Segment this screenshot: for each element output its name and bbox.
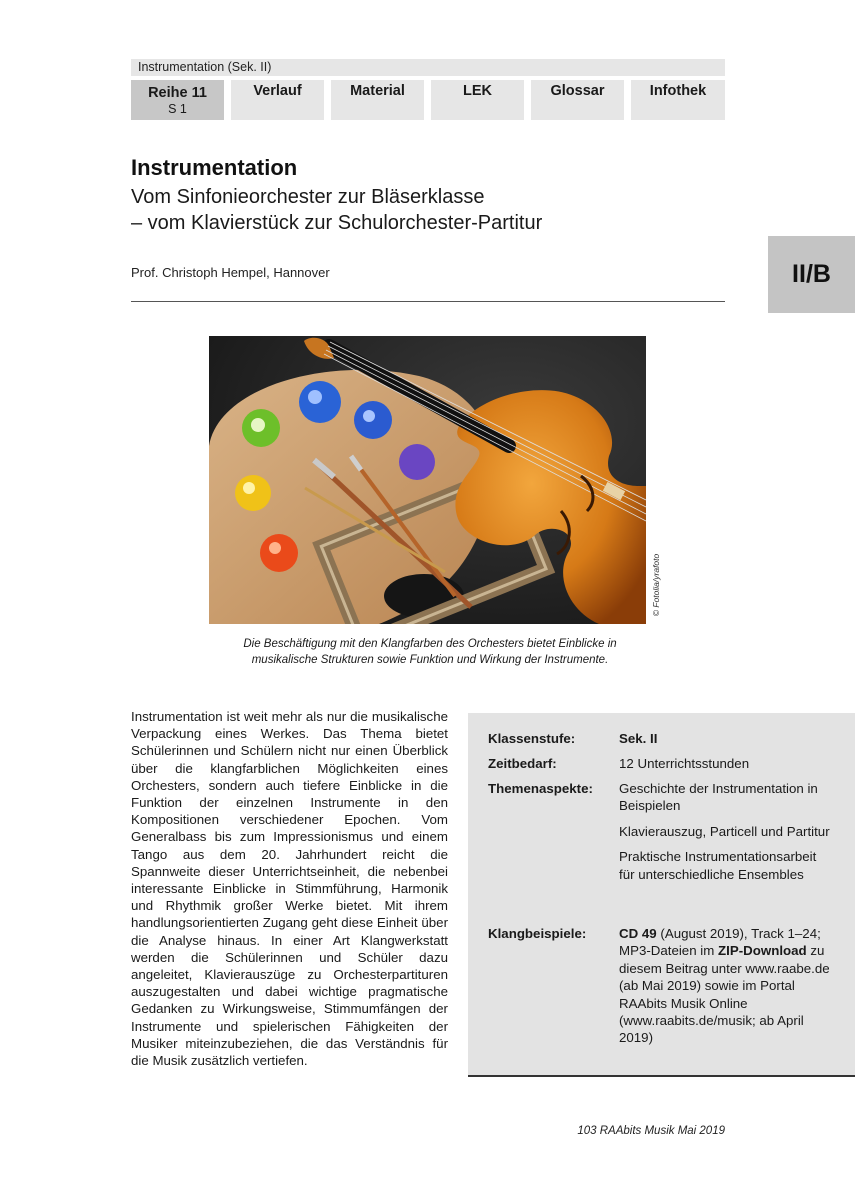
- author: Prof. Christoph Hempel, Hannover: [131, 265, 330, 280]
- paint-purple: [399, 444, 435, 480]
- themenaspekte-values: [619, 780, 834, 891]
- caption-line-2: musikalische Strukturen sowie Funktion und Wirkung der Instrumente.: [251, 654, 609, 666]
- photo-caption: [180, 636, 680, 668]
- paint-blue-1: [299, 381, 341, 423]
- klangbeispiele-value: CD 49 (August 2019), Track 1–24; MP3-Dateien im ZIP-Download zu diesem Beitrag unter www.raabe.de (ab Mai 2019) sowie im Portal RAAbits Musik Online (www.raabits.de/musik; ab April 2019): [619, 926, 830, 1046]
- klangbeispiele-label: Klangbeispiele:: [488, 926, 587, 941]
- tab-material[interactable]: Material: [331, 80, 424, 120]
- cd-number: CD 49: [619, 926, 657, 941]
- subtitle-line-2: – vom Klavierstück zur Schulorchester-Partitur: [131, 212, 543, 234]
- reihe-page: S 1: [168, 102, 187, 116]
- page-subtitle: [131, 184, 542, 236]
- photo-credit: © Fotolia/yrafoto: [651, 553, 661, 617]
- side-tab: II/B: [768, 236, 855, 313]
- tab-verlauf[interactable]: Verlauf: [231, 80, 324, 120]
- divider: [131, 301, 725, 302]
- tab-reihe[interactable]: [131, 80, 224, 120]
- page-title: Instrumentation: [131, 155, 298, 180]
- page-footer: 103 RAAbits Musik Mai 2019: [577, 1125, 725, 1137]
- reihe-label: Reihe 11: [148, 85, 207, 101]
- themenaspekt-item: Praktische Instrumentationsarbeit für unterschiedliche Ensembles: [619, 849, 817, 882]
- klassenstufe-value: Sek. II: [619, 731, 658, 746]
- paint-red: [260, 534, 298, 572]
- intro-paragraph: Instrumentation ist weit mehr als nur die musikalische Verpackung eines Werkes. Das Thema bietet Schülerinnen und Schülern nicht nur einen Überblick über die klangfarblichen Möglichkeiten eines Orchesters, sondern auch tiefere Einblicke in die Funktion der einzelnen Instrumente in den Kompositionen verschiedener Epochen. Vom Generalbass bis zum Impressionismus und einem Tango aus dem 20. Jahrhundert reicht die Spannweite dieser Unterrichtseinheit, die nebenbei interessante Einblicke in Stimmführung, Harmonik und Rhythmik großer Werke bietet. Mit ihrem handlungsorientierten Zugang geht diese Einheit über die Analyse hinaus. In einer Art Klangwerkstatt werden die Schülerinnen und Schüler dazu angeleitet, Klavierauszüge zu Orchesterpartituren auszugestalten und dabei wichtige pragmatische Gedanken zu Wirkungsweise, Stimmumfängen der Instrumente und spielerischen Fähigkeiten der Musiker miteinzubeziehen, die das Verständnis für die Musik zusätzlich vertiefen.: [131, 709, 448, 1069]
- zip-download: ZIP-Download: [718, 943, 807, 959]
- subtitle-line-1: Vom Sinfonieorchester zur Bläserklasse: [131, 186, 485, 208]
- info-box: [468, 713, 855, 1077]
- zeitbedarf-label: Zeitbedarf:: [488, 756, 557, 771]
- tab-infothek[interactable]: Infothek: [631, 80, 725, 120]
- tab-glossar[interactable]: Glossar: [531, 80, 624, 120]
- violin-palette-photo: [209, 336, 646, 624]
- paint-yellow: [235, 475, 271, 511]
- caption-line-1: Die Beschäftigung mit den Klangfarben des Orchesters bietet Einblicke in: [243, 638, 617, 650]
- themenaspekte-label: Themenaspekte:: [488, 781, 593, 796]
- zeitbedarf-value: 12 Unterrichtsstunden: [619, 756, 750, 771]
- themenaspekt-item: Geschichte der Instrumentation in Beispielen: [619, 781, 818, 814]
- tab-lek[interactable]: LEK: [431, 80, 524, 120]
- themenaspekt-item: Klavierauszug, Particell und Partitur: [619, 823, 830, 839]
- series-label: Instrumentation (Sek. II): [131, 59, 725, 76]
- klassenstufe-label: Klassenstufe:: [488, 731, 576, 746]
